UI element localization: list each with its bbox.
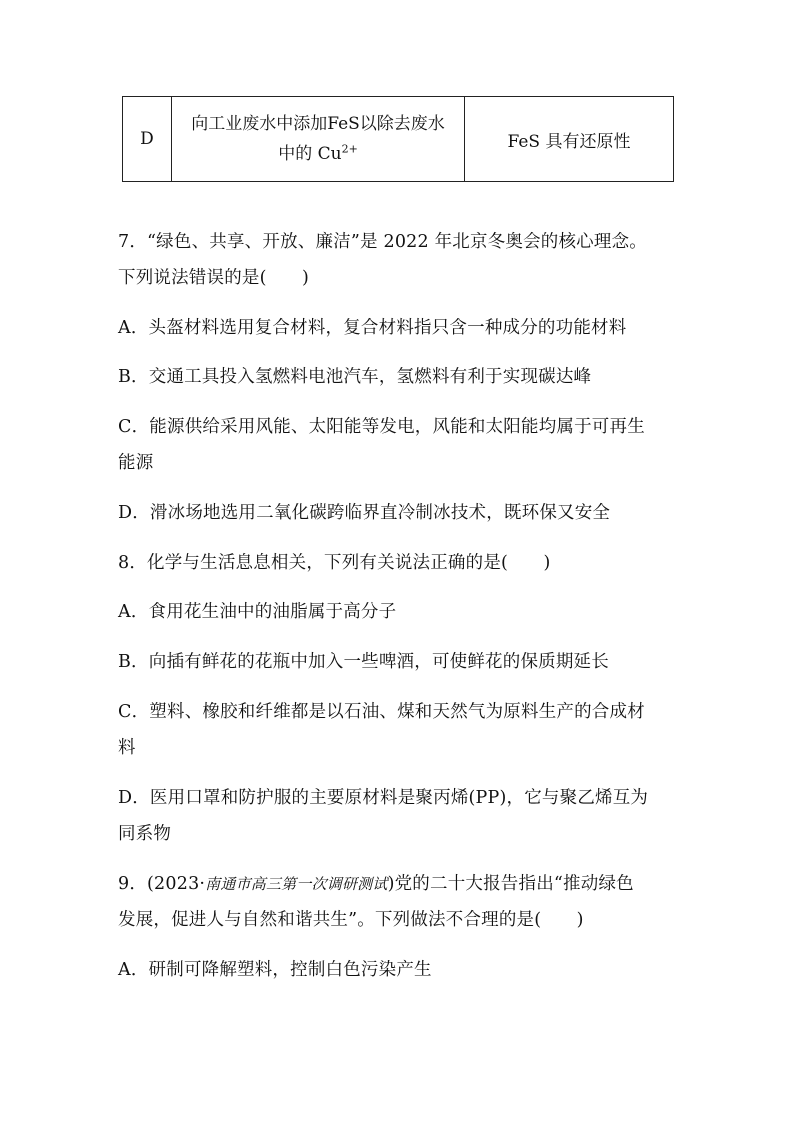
reason-cell	[465, 97, 674, 182]
q8-option-c-line-2: 料	[118, 738, 136, 758]
reason-text: FeS 具有还原性	[507, 131, 631, 152]
action-line-1: 向工业废水中添加FeS以除去废水	[191, 114, 445, 134]
action-cell	[172, 97, 465, 182]
q7-option-b: B．交通工具投入氢燃料电池汽车，氢燃料有利于实现碳达峰	[118, 367, 592, 387]
table-row	[123, 97, 674, 182]
q8-option-c-line-1: C．塑料、橡胶和纤维都是以石油、煤和天然气为原料生产的合成材	[118, 702, 645, 722]
q7-option-c-line-2: 能源	[118, 453, 154, 473]
option-letter: D	[140, 129, 154, 149]
q8-option-d-line-2: 同系物	[118, 824, 172, 844]
q8-option-a: A．食用花生油中的油脂属于高分子	[118, 602, 397, 622]
q7-option-a: A．头盔材料选用复合材料，复合材料指只含一种成分的功能材料	[118, 318, 627, 338]
q7-stem-line-2: 下列说法错误的是( )	[118, 268, 310, 288]
q9-stem-line-2: 发展，促进人与自然和谐共生”。下列做法不合理的是( )	[118, 910, 584, 930]
q7-option-c-line-1: C．能源供给采用风能、太阳能等发电，风能和太阳能均属于可再生	[118, 417, 645, 437]
q9-stem-line-1	[118, 872, 634, 896]
option-letter-cell	[123, 97, 172, 182]
answer-table	[122, 96, 674, 182]
charge-superscript: 2+	[341, 142, 358, 156]
q8-option-d-line-1: D．医用口罩和防护服的主要原材料是聚丙烯(PP)，它与聚乙烯互为	[118, 788, 649, 808]
q7-option-d: D．滑冰场地选用二氧化碳跨临界直冷制冰技术，既环保又安全	[118, 503, 611, 523]
q9-stem-text: )党的二十大报告指出“推动绿色	[387, 874, 634, 894]
action-line-2-text: 中的 Cu	[278, 144, 342, 164]
q8-option-b: B．向插有鲜花的花瓶中加入一些啤酒，可使鲜花的保质期延长	[118, 652, 609, 672]
q9-number: 9．(2023·	[118, 874, 206, 894]
q7-stem-line-1: 7．“绿色、共享、开放、廉洁”是 2022 年北京冬奥会的核心理念。	[118, 232, 647, 252]
q9-option-a: A．研制可降解塑料，控制白色污染产生	[118, 960, 432, 980]
q9-source: 南通市高三第一次调研测试	[205, 875, 388, 893]
action-line-2	[172, 139, 464, 169]
q8-stem: 8．化学与生活息息相关，下列有关说法正确的是( )	[118, 553, 551, 573]
